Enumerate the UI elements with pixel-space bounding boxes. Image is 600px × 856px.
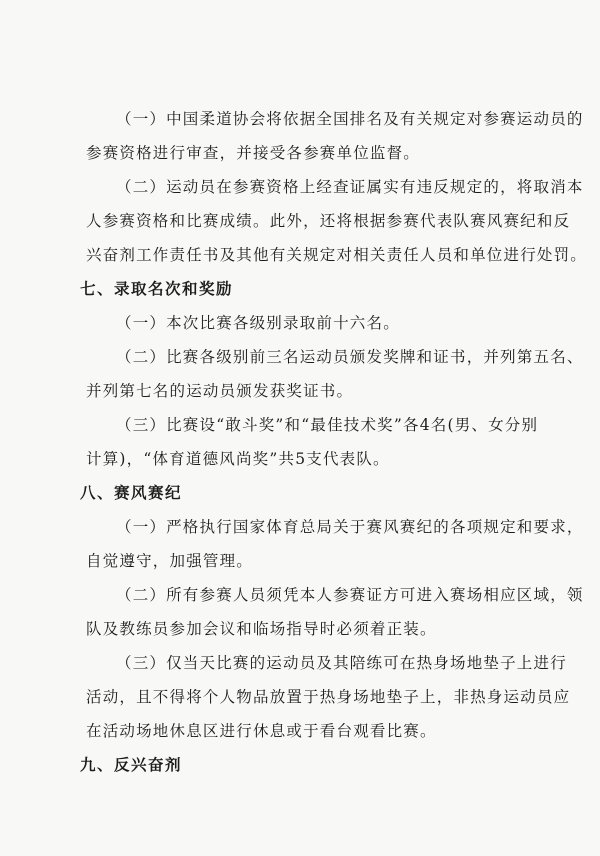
- paragraph-line: （一）中国柔道协会将依据全国排名及有关规定对参赛运动员的: [116, 110, 584, 128]
- paragraph-line: （一）严格执行国家体育总局关于赛风赛纪的各项规定和要求，: [116, 518, 584, 536]
- paragraph-line: （三）比赛设“敢斗奖”和“最佳技术奖”各4名(男、女分别: [116, 416, 539, 434]
- paragraph-line: （二）运动员在参赛资格上经查证属实有违反规定的，将取消本: [116, 178, 584, 196]
- paragraph-line: 自觉遵守，加强管理。: [86, 552, 254, 570]
- paragraph-line: 参赛资格进行审查，并接受各参赛单位监督。: [86, 144, 421, 162]
- section-heading-9: 九、反兴奋剂: [80, 756, 183, 774]
- paragraph-line: 计算)，“体育道德风尚奖”共5支代表队。: [86, 450, 390, 468]
- paragraph-line: 并列第七名的运动员颁发获奖证书。: [86, 382, 354, 400]
- paragraph-line: （二）比赛各级别前三名运动员颁发奖牌和证书，并列第五名、: [116, 348, 584, 366]
- section-heading-8: 八、赛风赛纪: [80, 484, 183, 502]
- paragraph-line: 队及教练员参加会议和临场指导时必须着正装。: [86, 620, 437, 638]
- paragraph-line: 人参赛资格和比赛成绩。此外，还将根据参赛代表队赛风赛纪和反: [86, 212, 571, 230]
- paragraph-line: （一）本次比赛各级别录取前十六名。: [116, 314, 400, 332]
- paragraph-line: 在活动场地休息区进行休息或于看台观看比赛。: [86, 722, 437, 740]
- document-body: [80, 102, 588, 782]
- paragraph-line: （二）所有参赛人员须凭本人参赛证方可进入赛场相应区域，领: [116, 586, 584, 604]
- section-heading-7: 七、录取名次和奖励: [80, 280, 234, 298]
- paragraph-line: 活动，且不得将个人物品放置于热身场地垫子上，非热身运动员应: [86, 688, 571, 706]
- paragraph-line: 兴奋剂工作责任书及其他有关规定对相关责任人员和单位进行处罚。: [86, 246, 588, 264]
- paragraph-line: （三）仅当天比赛的运动员及其陪练可在热身场地垫子上进行: [116, 654, 567, 672]
